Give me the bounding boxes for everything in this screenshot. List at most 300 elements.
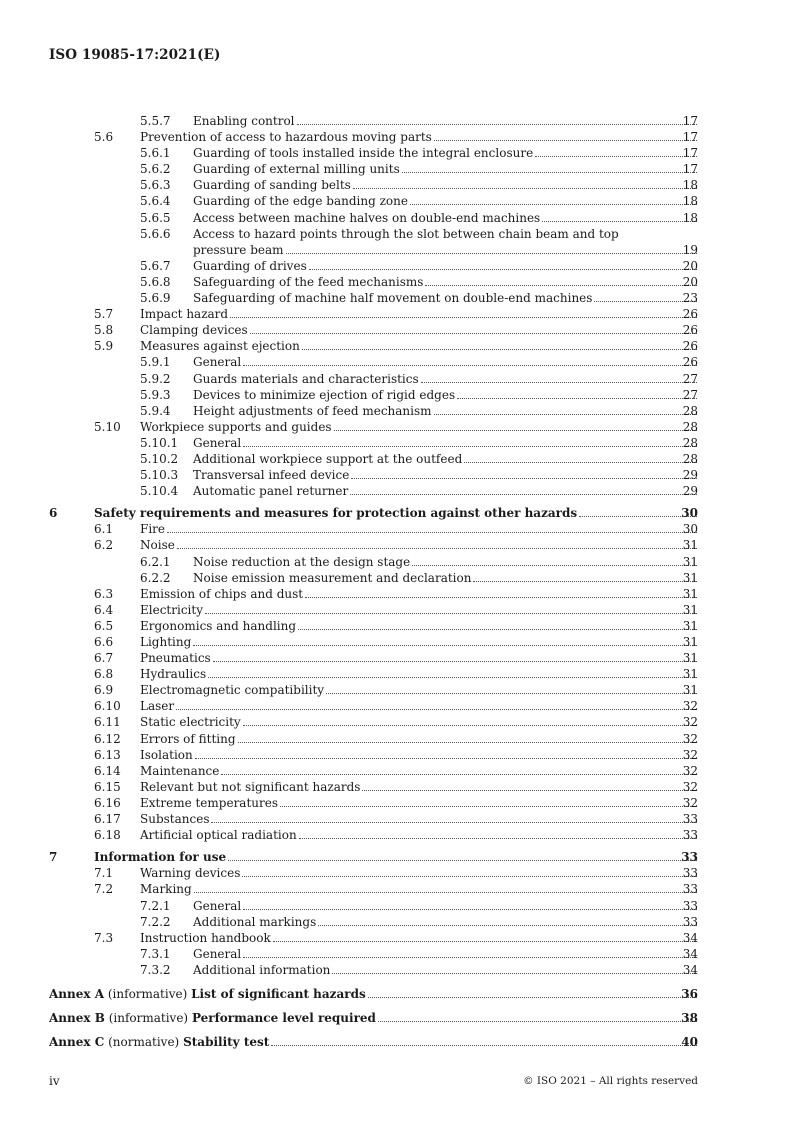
toc-leader-dots (542, 210, 697, 222)
toc-entry-title: Guarding of the edge banding zone (193, 194, 408, 209)
toc-entry-title: Extreme temperatures (140, 795, 279, 810)
toc-entry[interactable] (0, 258, 793, 274)
toc-leader-dots (242, 865, 697, 877)
toc-entry-number: 5.6.6 (140, 226, 171, 241)
toc-leader-dots (230, 306, 697, 318)
toc-entry-page: 28 (682, 403, 698, 418)
toc-entry-number: 5.10 (94, 419, 121, 434)
toc-entry-page: 30 (682, 522, 698, 537)
toc-entry-title-line (193, 483, 698, 499)
toc-entry[interactable] (0, 946, 793, 962)
toc-entry-number: 6.17 (94, 812, 121, 827)
toc-entry-number: 6.16 (94, 795, 121, 810)
toc-entry[interactable] (0, 811, 793, 827)
toc-entry-title: Guarding of sanding belts (193, 178, 351, 193)
toc-entry-number: 5.6.8 (140, 274, 171, 289)
toc-entry-title-line (193, 570, 698, 586)
toc-leader-dots (464, 451, 697, 463)
toc-entry[interactable] (0, 505, 793, 521)
toc-entry[interactable] (0, 354, 793, 370)
toc-entry-page: 31 (682, 667, 698, 682)
toc-entry-number: 5.9.4 (140, 403, 171, 418)
toc-entry-number: 5.6.9 (140, 291, 171, 306)
toc-entry-number: 6.9 (94, 683, 114, 698)
toc-leader-dots (176, 698, 697, 710)
toc-entry-number: 6.15 (94, 779, 121, 794)
toc-entry-title-line (193, 946, 698, 962)
toc-entry-page: 34 (682, 946, 698, 961)
toc-entry-page: 29 (682, 484, 698, 499)
annex-label: Annex C (49, 1034, 105, 1049)
toc-entry-number: 6 (49, 506, 58, 521)
toc-entry-title-line (193, 554, 698, 570)
toc-entry[interactable] (0, 898, 793, 914)
toc-entry-title-line (140, 521, 698, 537)
toc-entry-page: 31 (682, 570, 698, 585)
toc-entry-number: 6.14 (94, 763, 121, 778)
toc-entry[interactable] (0, 731, 793, 747)
toc-entry[interactable] (0, 419, 793, 435)
toc-entry-page: 28 (682, 451, 698, 466)
toc-entry-page: 32 (682, 699, 698, 714)
toc-entry-title: General (193, 355, 242, 370)
toc-entry-title-line (193, 226, 698, 242)
annex-label: Annex B (49, 1010, 105, 1025)
toc-annex-entry[interactable] (0, 1010, 793, 1034)
toc-entry[interactable] (0, 714, 793, 730)
toc-entry-page: 29 (682, 468, 698, 483)
toc-entry-page: 17 (682, 130, 698, 145)
toc-entry[interactable] (0, 371, 793, 387)
toc-entry-page: 26 (682, 355, 698, 370)
toc-entry-title: Isolation (140, 747, 193, 762)
toc-leader-dots (208, 666, 697, 678)
toc-entry-page: 23 (682, 291, 698, 306)
toc-leader-dots (579, 505, 697, 517)
toc-entry-title: Noise emission measurement and declaration (193, 570, 472, 585)
toc-leader-dots (286, 242, 697, 254)
toc-entry-title-line (193, 210, 698, 226)
toc-entry[interactable] (0, 193, 793, 209)
toc-entry-title: Guards materials and characteristics (193, 371, 419, 386)
toc-entry-number: 5.6.7 (140, 258, 171, 273)
toc-leader-dots (213, 650, 697, 662)
toc-entry-title: Maintenance (140, 763, 220, 778)
toc-entry-page: 33 (682, 828, 698, 843)
toc-entry[interactable] (0, 698, 793, 714)
toc-entry-page: 32 (682, 747, 698, 762)
toc-entry-title-line (193, 113, 698, 129)
toc-leader-dots (309, 258, 697, 270)
toc-entry-page: 20 (682, 274, 698, 289)
toc-entry-number: 5.10.4 (140, 484, 179, 499)
toc-entry-number: 7.2.2 (140, 914, 171, 929)
toc-entry-title-line (140, 930, 698, 946)
copyright-notice: © ISO 2021 – All rights reserved (523, 1075, 698, 1087)
toc-leader-dots (473, 570, 697, 582)
toc-entry-number: 6.11 (94, 715, 121, 730)
toc-entry-number: 5.8 (94, 323, 114, 338)
toc-entry[interactable] (0, 930, 793, 946)
toc-entry[interactable] (0, 483, 793, 499)
toc-entry-title-line (140, 747, 698, 763)
toc-entry-page: 20 (682, 258, 698, 273)
toc-entry[interactable] (0, 226, 793, 242)
toc-leader-dots (243, 714, 697, 726)
toc-entry[interactable] (0, 338, 793, 354)
toc-leader-dots (195, 747, 697, 759)
toc-entry-page: 31 (682, 635, 698, 649)
annex-kind: (informative) (107, 986, 188, 1001)
toc-entry-number: 5.6.3 (140, 178, 171, 193)
toc-entry[interactable] (0, 795, 793, 811)
toc-entry-title-line (140, 763, 698, 779)
toc-entry[interactable] (0, 274, 793, 290)
toc-entry[interactable] (0, 666, 793, 682)
toc-entry-number: 6.18 (94, 828, 121, 843)
toc-entry-number: 6.8 (94, 667, 114, 682)
toc-entry[interactable] (0, 779, 793, 795)
toc-entry-title-line (140, 306, 698, 322)
toc-entry-title: Guarding of external milling units (193, 162, 400, 177)
toc-leader-dots (273, 930, 697, 942)
toc-entry[interactable] (0, 451, 793, 467)
toc-entry-title-line (193, 193, 698, 209)
toc-entry-page: 32 (682, 779, 698, 794)
toc-entry-title-line (140, 666, 698, 682)
toc-entry[interactable] (0, 403, 793, 419)
toc-entry-number: 7.1 (94, 866, 114, 881)
toc-entry-title: Transversal infeed device (193, 468, 350, 483)
document-id: ISO 19085-17:2021(E) (49, 47, 221, 63)
toc-entry-title-line (193, 354, 698, 370)
toc-entry-number: 7.3 (94, 930, 114, 945)
toc-entry-title: Additional markings (193, 914, 317, 929)
toc-leader-dots (271, 1034, 697, 1046)
toc-entry-title: Hydraulics (140, 667, 207, 682)
toc-entry-page: 31 (682, 618, 698, 633)
page-number: iv (49, 1074, 60, 1088)
toc-leader-dots (326, 682, 697, 694)
toc-entry[interactable] (0, 467, 793, 483)
toc-entry-number: 5.9.2 (140, 371, 171, 386)
toc-entry-page: 27 (682, 387, 698, 402)
annex-kind: (informative) (108, 1010, 189, 1025)
toc-entry-number: 5.5.7 (140, 114, 171, 128)
toc-leader-dots (243, 354, 697, 366)
toc-entry-title-line (140, 322, 698, 338)
toc-entry-page: 32 (682, 731, 698, 746)
toc-entry-number: 6.13 (94, 747, 121, 762)
toc-entry[interactable] (0, 306, 793, 322)
toc-entry[interactable] (0, 570, 793, 586)
toc-entry-number: 6.5 (94, 618, 114, 633)
toc-entry-page: 32 (682, 795, 698, 810)
toc-entry-number: 5.6.5 (140, 210, 171, 225)
toc-entry-title-line (140, 634, 698, 650)
toc-entry-title: Warning devices (140, 866, 241, 881)
toc-leader-dots (305, 586, 697, 598)
toc-entry[interactable] (0, 849, 793, 865)
toc-entry-page: 33 (682, 866, 698, 881)
toc-entry-number: 5.6.2 (140, 162, 171, 177)
toc-entry-title: Information for use (94, 850, 227, 865)
toc-entry-page: 26 (682, 307, 698, 322)
toc-entry-number: 5.7 (94, 307, 114, 322)
toc-entry[interactable] (0, 763, 793, 779)
toc-entry-number: 5.6.1 (140, 146, 171, 161)
table-of-contents (0, 113, 793, 1058)
toc-entry-page: 31 (682, 538, 698, 553)
toc-entry-page: 26 (682, 323, 698, 338)
toc-entry[interactable] (0, 435, 793, 451)
toc-entry-title: Prevention of access to hazardous moving parts (140, 130, 432, 145)
toc-entry-number: 5.9 (94, 339, 114, 354)
toc-entry[interactable] (0, 634, 793, 650)
toc-entry-title: Emission of chips and dust (140, 586, 304, 601)
toc-entry-number: 6.7 (94, 651, 114, 666)
toc-leader-dots (297, 113, 697, 125)
toc-entry-title-line (49, 1010, 698, 1026)
toc-entry[interactable] (0, 145, 793, 161)
toc-entry-title: Height adjustments of feed mechanism (193, 403, 432, 418)
toc-entry-title-line (140, 795, 698, 811)
toc-entry-title-line (193, 403, 698, 419)
toc-entry-page: 17 (682, 114, 698, 128)
toc-entry-title-line (140, 618, 698, 634)
toc-entry-title-line (193, 290, 698, 306)
toc-entry-title: Marking (140, 882, 192, 897)
toc-entry-title: Static electricity (140, 715, 241, 730)
toc-entry[interactable] (0, 682, 793, 698)
toc-leader-dots (402, 161, 697, 173)
toc-entry-title-line (49, 986, 698, 1002)
toc-leader-dots (334, 419, 697, 431)
toc-entry[interactable] (0, 650, 793, 666)
toc-entry-page: 27 (682, 371, 698, 386)
toc-entry-title-line (193, 898, 698, 914)
toc-leader-dots (368, 986, 697, 998)
toc-entry-title-line (140, 779, 698, 795)
toc-entry[interactable] (0, 290, 793, 306)
toc-entry[interactable] (0, 962, 793, 978)
toc-entry-title-line (140, 682, 698, 698)
toc-entry-title-line (193, 242, 698, 258)
toc-entry-title: Clamping devices (140, 323, 248, 338)
annex-title: List of significant hazards (191, 986, 366, 1001)
toc-entry-title: Safeguarding of machine half movement on double-end machines (193, 291, 593, 306)
toc-leader-dots (594, 290, 697, 302)
toc-entry-continuation[interactable] (0, 242, 793, 258)
toc-entry-page: 33 (682, 812, 698, 827)
toc-entry-title-line (140, 714, 698, 730)
toc-entry-page: 32 (682, 715, 698, 730)
toc-entry-title-line (140, 698, 698, 714)
toc-entry-number: 5.10.1 (140, 435, 179, 450)
toc-entry-title: Impact hazard (140, 307, 229, 322)
toc-entry-title: Laser (140, 699, 175, 714)
toc-leader-dots (425, 274, 697, 286)
toc-entry-title-line (193, 177, 698, 193)
toc-leader-dots (351, 467, 697, 479)
toc-entry-title-line (193, 435, 698, 451)
toc-leader-dots (243, 946, 697, 958)
toc-leader-dots (228, 849, 697, 861)
toc-entry-title-continued: pressure beam (193, 242, 284, 257)
toc-entry-page: 38 (681, 1010, 698, 1025)
toc-entry-page: 34 (682, 962, 698, 977)
toc-entry-page: 36 (681, 986, 698, 1001)
toc-entry-title: Electromagnetic compatibility (140, 683, 325, 698)
toc-leader-dots (434, 403, 697, 415)
toc-entry[interactable] (0, 554, 793, 570)
toc-entry-title-line (94, 849, 698, 865)
toc-entry-title-line (193, 274, 698, 290)
toc-leader-dots (243, 898, 697, 910)
toc-leader-dots (434, 129, 697, 141)
toc-entry-number: 6.2.1 (140, 554, 171, 569)
toc-leader-dots (318, 914, 697, 926)
toc-entry-title-line (193, 258, 698, 274)
toc-entry-number: 6.6 (94, 635, 114, 649)
toc-entry-page: 32 (682, 763, 698, 778)
toc-entry-page: 26 (682, 339, 698, 354)
annex-title: Performance level required (191, 1010, 376, 1025)
toc-entry-page: 28 (682, 419, 698, 434)
toc-entry-title-line (140, 881, 698, 897)
toc-entry-title-line (140, 537, 698, 553)
toc-leader-dots (298, 618, 697, 630)
toc-entry-number: 6.10 (94, 699, 121, 714)
toc-leader-dots (238, 731, 697, 743)
toc-leader-dots (421, 371, 697, 383)
toc-entry[interactable] (0, 387, 793, 403)
toc-entry-title: Additional information (193, 962, 331, 977)
toc-entry[interactable] (0, 537, 793, 553)
toc-entry-title-line (140, 602, 698, 618)
toc-entry-title: Safety requirements and measures for protection against other hazards (94, 506, 578, 521)
toc-entry-page: 34 (682, 930, 698, 945)
toc-entry-page: 31 (682, 651, 698, 666)
toc-entry-page: 31 (682, 586, 698, 601)
toc-entry-title-line (193, 145, 698, 161)
toc-entry-title: Errors of fitting (140, 731, 236, 746)
toc-entry[interactable] (0, 521, 793, 537)
toc-entry-title: Workpiece supports and guides (140, 419, 332, 434)
toc-entry-title-line (193, 451, 698, 467)
toc-leader-dots (350, 483, 697, 495)
toc-leader-dots (332, 962, 697, 974)
toc-entry[interactable] (0, 586, 793, 602)
toc-entry[interactable] (0, 881, 793, 897)
toc-entry-number: 7 (49, 850, 58, 865)
toc-entry-title: Fire (140, 522, 166, 537)
toc-entry-page: 18 (682, 194, 698, 209)
toc-entry[interactable] (0, 210, 793, 226)
toc-entry-number: 6.12 (94, 731, 121, 746)
toc-entry[interactable] (0, 747, 793, 763)
toc-entry-title: Safeguarding of the feed mechanisms (193, 274, 424, 289)
toc-entry[interactable] (0, 914, 793, 930)
toc-entry-number: 7.3.1 (140, 946, 171, 961)
toc-entry-title: Devices to minimize ejection of rigid edges (193, 387, 456, 402)
toc-leader-dots (205, 602, 697, 614)
toc-entry-title: Access to hazard points through the slot between chain beam and top (193, 226, 619, 241)
toc-entry[interactable] (0, 602, 793, 618)
toc-entry-title: Substances (140, 812, 210, 827)
toc-entry-title: Guarding of tools installed inside the integral enclosure (193, 146, 534, 161)
toc-entry-title: General (193, 946, 242, 961)
toc-entry-title-line (140, 731, 698, 747)
toc-leader-dots (250, 322, 697, 334)
toc-entry[interactable] (0, 129, 793, 145)
toc-entry-number: 6.2.2 (140, 570, 171, 585)
toc-entry-title: Pneumatics (140, 651, 211, 666)
toc-entry-number: 7.2.1 (140, 898, 171, 913)
toc-entry-title: Enabling control (193, 114, 295, 128)
annex-heading (49, 986, 366, 1002)
toc-entry-number: 5.10.2 (140, 451, 179, 466)
annex-heading (49, 1010, 376, 1026)
toc-entry-number: 5.6.4 (140, 194, 171, 209)
toc-entry-number: 7.3.2 (140, 962, 171, 977)
toc-entry[interactable] (0, 618, 793, 634)
toc-entry-page: 33 (682, 914, 698, 929)
toc-entry[interactable] (0, 827, 793, 843)
toc-entry-title: Ergonomics and handling (140, 618, 297, 633)
toc-entry[interactable] (0, 161, 793, 177)
toc-leader-dots (221, 763, 697, 775)
toc-entry-page: 31 (682, 602, 698, 617)
toc-entry-number: 7.2 (94, 882, 114, 897)
toc-leader-dots (194, 881, 697, 893)
toc-entry-title-line (193, 161, 698, 177)
toc-leader-dots (302, 338, 697, 350)
toc-annex-entry[interactable] (0, 986, 793, 1010)
toc-entry-title-line (140, 865, 698, 881)
toc-entry[interactable] (0, 177, 793, 193)
toc-entry-number: 6.2 (94, 538, 114, 553)
toc-entry-page: 33 (681, 850, 698, 865)
toc-leader-dots (280, 795, 697, 807)
toc-entry-page: 18 (682, 210, 698, 225)
toc-entry-title-line (193, 962, 698, 978)
toc-entry-title-line (193, 914, 698, 930)
annex-heading (49, 1034, 269, 1050)
toc-leader-dots (353, 177, 697, 189)
toc-leader-dots (362, 779, 697, 791)
annex-title: Stability test (183, 1034, 270, 1049)
toc-entry-page: 30 (681, 506, 698, 521)
toc-entry-title-line (193, 387, 698, 403)
toc-entry[interactable] (0, 865, 793, 881)
toc-entry-title-line (49, 1034, 698, 1050)
toc-entry-title: Automatic panel returner (193, 484, 349, 499)
toc-entry-page: 31 (682, 554, 698, 569)
toc-entry-title-line (140, 419, 698, 435)
toc-entry-page: 33 (682, 882, 698, 897)
toc-entry-page: 28 (682, 435, 698, 450)
toc-entry[interactable] (0, 113, 793, 129)
toc-entry-number: 5.6 (94, 130, 114, 145)
toc-entry-page: 40 (681, 1034, 698, 1049)
toc-leader-dots (299, 827, 697, 839)
toc-entry[interactable] (0, 322, 793, 338)
toc-entry-number: 5.10.3 (140, 468, 179, 483)
toc-entry-number: 6.4 (94, 602, 114, 617)
toc-entry-title: Noise reduction at the design stage (193, 554, 411, 569)
toc-annex-entry[interactable] (0, 1034, 793, 1058)
